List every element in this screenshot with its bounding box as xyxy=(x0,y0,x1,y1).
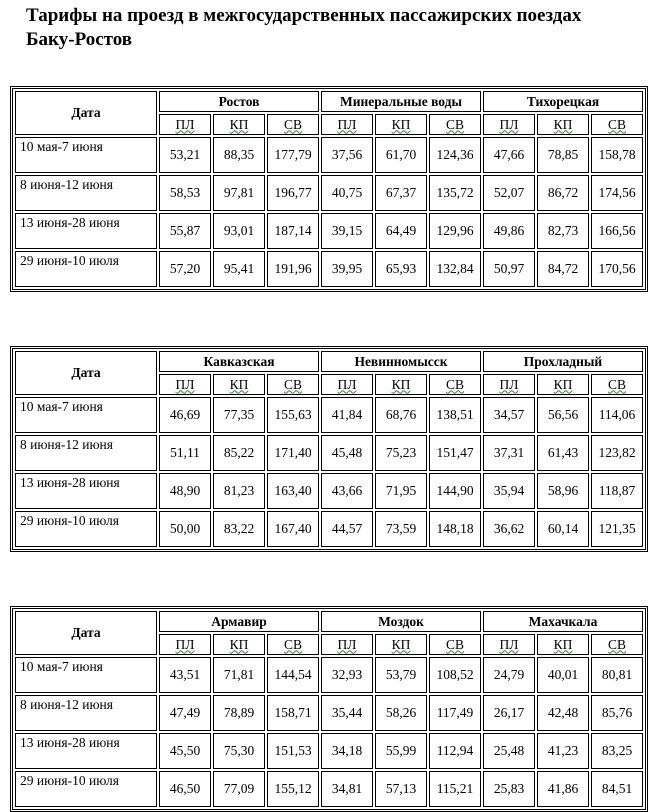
class-header-sv: СВ xyxy=(591,634,643,655)
fare-cell: 35,44 xyxy=(321,695,373,731)
fare-cell: 25,48 xyxy=(483,733,535,769)
table-row xyxy=(15,435,643,471)
fare-cell: 144,90 xyxy=(429,473,481,509)
fare-cell: 88,35 xyxy=(213,137,265,173)
fare-cell: 108,52 xyxy=(429,657,481,693)
period-cell: 13 июня-28 июня xyxy=(15,213,157,249)
fare-cell: 75,30 xyxy=(213,733,265,769)
fare-cell: 151,53 xyxy=(267,733,319,769)
fare-cell: 191,96 xyxy=(267,251,319,287)
class-header-pl: ПЛ xyxy=(483,374,535,395)
fare-cell: 48,90 xyxy=(159,473,211,509)
fare-cell: 53,79 xyxy=(375,657,427,693)
class-header-pl: ПЛ xyxy=(321,114,373,135)
fare-cell: 155,63 xyxy=(267,397,319,433)
fare-cell: 41,23 xyxy=(537,733,589,769)
class-header-pl: ПЛ xyxy=(159,634,211,655)
tariff-table-1 xyxy=(10,86,648,292)
fare-cell: 167,40 xyxy=(267,511,319,547)
class-header-kp: КП xyxy=(213,374,265,395)
fare-cell: 34,57 xyxy=(483,397,535,433)
fare-cell: 35,94 xyxy=(483,473,535,509)
table-row xyxy=(15,771,643,807)
table-row xyxy=(15,473,643,509)
class-header-kp: КП xyxy=(375,374,427,395)
fare-cell: 57,20 xyxy=(159,251,211,287)
class-header-kp: КП xyxy=(213,114,265,135)
fare-cell: 43,51 xyxy=(159,657,211,693)
table-row xyxy=(15,695,643,731)
fare-cell: 123,82 xyxy=(591,435,643,471)
fare-cell: 41,86 xyxy=(537,771,589,807)
fare-cell: 82,73 xyxy=(537,213,589,249)
fare-cell: 171,40 xyxy=(267,435,319,471)
fare-cell: 78,89 xyxy=(213,695,265,731)
table-row xyxy=(15,175,643,211)
fare-cell: 83,22 xyxy=(213,511,265,547)
class-header-kp: КП xyxy=(537,634,589,655)
fare-cell: 32,93 xyxy=(321,657,373,693)
fare-cell: 57,13 xyxy=(375,771,427,807)
fare-cell: 121,35 xyxy=(591,511,643,547)
fare-cell: 58,26 xyxy=(375,695,427,731)
period-cell: 10 мая-7 июня xyxy=(15,657,157,693)
class-header-sv: СВ xyxy=(429,634,481,655)
fare-cell: 177,79 xyxy=(267,137,319,173)
fare-cell: 46,69 xyxy=(159,397,211,433)
fare-cell: 34,18 xyxy=(321,733,373,769)
fare-cell: 158,71 xyxy=(267,695,319,731)
period-cell: 29 июня-10 июля xyxy=(15,771,157,807)
fare-cell: 41,84 xyxy=(321,397,373,433)
page-title: Тарифы на проезд в межгосударственных пассажирских поездах Баку-Ростов xyxy=(26,5,582,50)
fare-cell: 112,94 xyxy=(429,733,481,769)
fare-cell: 67,37 xyxy=(375,175,427,211)
fare-cell: 84,51 xyxy=(591,771,643,807)
fare-cell: 132,84 xyxy=(429,251,481,287)
fare-cell: 166,56 xyxy=(591,213,643,249)
table-row xyxy=(15,733,643,769)
table-row xyxy=(15,137,643,173)
station-header: Моздок xyxy=(321,611,481,632)
fare-cell: 196,77 xyxy=(267,175,319,211)
fare-cell: 75,23 xyxy=(375,435,427,471)
fare-cell: 158,78 xyxy=(591,137,643,173)
class-header-pl: ПЛ xyxy=(483,114,535,135)
fare-cell: 40,75 xyxy=(321,175,373,211)
table-row xyxy=(15,511,643,547)
class-header-kp: КП xyxy=(537,114,589,135)
class-header-pl: ПЛ xyxy=(321,634,373,655)
fare-cell: 85,22 xyxy=(213,435,265,471)
period-cell: 8 июня-12 июня xyxy=(15,175,157,211)
station-header: Кавказская xyxy=(159,351,319,372)
fare-cell: 46,50 xyxy=(159,771,211,807)
fare-cell: 73,59 xyxy=(375,511,427,547)
fare-cell: 36,62 xyxy=(483,511,535,547)
fare-cell: 44,57 xyxy=(321,511,373,547)
period-cell: 29 июня-10 июля xyxy=(15,251,157,287)
fare-cell: 39,95 xyxy=(321,251,373,287)
fare-cell: 43,66 xyxy=(321,473,373,509)
fare-cell: 34,81 xyxy=(321,771,373,807)
fare-cell: 45,50 xyxy=(159,733,211,769)
station-header: Махачкала xyxy=(483,611,643,632)
class-header-pl: ПЛ xyxy=(321,374,373,395)
class-header-sv: СВ xyxy=(429,114,481,135)
fare-cell: 47,66 xyxy=(483,137,535,173)
fare-cell: 56,56 xyxy=(537,397,589,433)
station-header: Прохладный xyxy=(483,351,643,372)
fare-cell: 42,48 xyxy=(537,695,589,731)
fare-cell: 97,81 xyxy=(213,175,265,211)
period-cell: 10 мая-7 июня xyxy=(15,137,157,173)
fare-cell: 71,95 xyxy=(375,473,427,509)
table-row xyxy=(15,213,643,249)
fare-cell: 138,51 xyxy=(429,397,481,433)
fare-cell: 50,97 xyxy=(483,251,535,287)
period-cell: 13 июня-28 июня xyxy=(15,733,157,769)
fare-cell: 155,12 xyxy=(267,771,319,807)
fare-cell: 80,81 xyxy=(591,657,643,693)
fare-cell: 174,56 xyxy=(591,175,643,211)
fare-cell: 77,09 xyxy=(213,771,265,807)
class-header-kp: КП xyxy=(537,374,589,395)
fare-cell: 83,25 xyxy=(591,733,643,769)
fare-cell: 187,14 xyxy=(267,213,319,249)
fare-cell: 71,81 xyxy=(213,657,265,693)
class-header-sv: СВ xyxy=(267,374,319,395)
tariff-table-3 xyxy=(10,606,648,812)
class-header-kp: КП xyxy=(375,634,427,655)
fare-cell: 144,54 xyxy=(267,657,319,693)
fare-cell: 24,79 xyxy=(483,657,535,693)
station-header: Невинномысск xyxy=(321,351,481,372)
fare-cell: 58,53 xyxy=(159,175,211,211)
fare-cell: 77,35 xyxy=(213,397,265,433)
fare-cell: 135,72 xyxy=(429,175,481,211)
fare-cell: 39,15 xyxy=(321,213,373,249)
table-row xyxy=(15,251,643,287)
table-row xyxy=(15,657,643,693)
station-header: Армавир xyxy=(159,611,319,632)
fare-cell: 64,49 xyxy=(375,213,427,249)
class-header-pl: ПЛ xyxy=(159,114,211,135)
tariff-table-2 xyxy=(10,346,648,552)
fare-cell: 85,76 xyxy=(591,695,643,731)
fare-cell: 170,56 xyxy=(591,251,643,287)
period-cell: 8 июня-12 июня xyxy=(15,435,157,471)
fare-cell: 118,87 xyxy=(591,473,643,509)
class-header-sv: СВ xyxy=(591,374,643,395)
fare-cell: 51,11 xyxy=(159,435,211,471)
station-header: Тихорецкая xyxy=(483,91,643,112)
fare-cell: 50,00 xyxy=(159,511,211,547)
fare-cell: 49,86 xyxy=(483,213,535,249)
fare-cell: 60,14 xyxy=(537,511,589,547)
period-cell: 13 июня-28 июня xyxy=(15,473,157,509)
fare-cell: 65,93 xyxy=(375,251,427,287)
fare-cell: 93,01 xyxy=(213,213,265,249)
fare-cell: 58,96 xyxy=(537,473,589,509)
fare-cell: 61,70 xyxy=(375,137,427,173)
fare-cell: 52,07 xyxy=(483,175,535,211)
class-header-sv: СВ xyxy=(267,114,319,135)
fare-cell: 26,17 xyxy=(483,695,535,731)
fare-cell: 55,87 xyxy=(159,213,211,249)
fare-cell: 37,31 xyxy=(483,435,535,471)
class-header-sv: СВ xyxy=(591,114,643,135)
fare-cell: 115,21 xyxy=(429,771,481,807)
fare-cell: 25,83 xyxy=(483,771,535,807)
fare-cell: 124,36 xyxy=(429,137,481,173)
fare-cell: 151,47 xyxy=(429,435,481,471)
date-header: Дата xyxy=(15,351,157,395)
station-header: Минеральные воды xyxy=(321,91,481,112)
class-header-sv: СВ xyxy=(267,634,319,655)
class-header-pl: ПЛ xyxy=(159,374,211,395)
fare-cell: 148,18 xyxy=(429,511,481,547)
class-header-kp: КП xyxy=(375,114,427,135)
class-header-pl: ПЛ xyxy=(483,634,535,655)
fare-cell: 95,41 xyxy=(213,251,265,287)
class-header-sv: СВ xyxy=(429,374,481,395)
fare-cell: 129,96 xyxy=(429,213,481,249)
table-row xyxy=(15,397,643,433)
period-cell: 10 мая-7 июня xyxy=(15,397,157,433)
fare-cell: 37,56 xyxy=(321,137,373,173)
date-header: Дата xyxy=(15,91,157,135)
period-cell: 29 июня-10 июля xyxy=(15,511,157,547)
fare-cell: 53,21 xyxy=(159,137,211,173)
fare-cell: 114,06 xyxy=(591,397,643,433)
date-header: Дата xyxy=(15,611,157,655)
period-cell: 8 июня-12 июня xyxy=(15,695,157,731)
fare-cell: 117,49 xyxy=(429,695,481,731)
fare-cell: 163,40 xyxy=(267,473,319,509)
station-header: Ростов xyxy=(159,91,319,112)
fare-cell: 78,85 xyxy=(537,137,589,173)
fare-cell: 40,01 xyxy=(537,657,589,693)
fare-cell: 68,76 xyxy=(375,397,427,433)
fare-cell: 61,43 xyxy=(537,435,589,471)
fare-cell: 45,48 xyxy=(321,435,373,471)
fare-cell: 47,49 xyxy=(159,695,211,731)
fare-cell: 81,23 xyxy=(213,473,265,509)
fare-cell: 55,99 xyxy=(375,733,427,769)
fare-cell: 86,72 xyxy=(537,175,589,211)
class-header-kp: КП xyxy=(213,634,265,655)
fare-cell: 84,72 xyxy=(537,251,589,287)
